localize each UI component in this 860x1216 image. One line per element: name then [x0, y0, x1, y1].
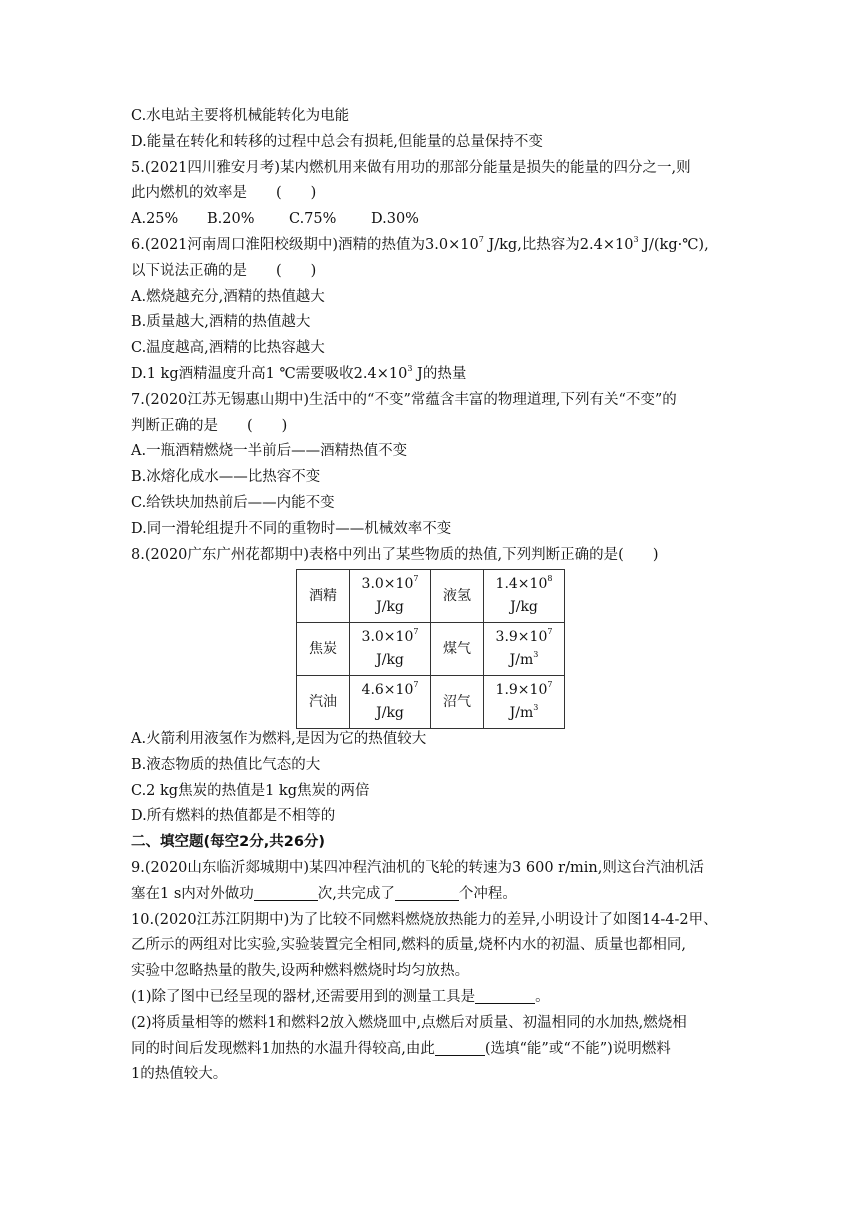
q8-option-d: D.所有燃料的热值都是不相等的	[131, 808, 336, 825]
q7-stem-line1: 7.(2020江苏无锡惠山期中)生活中的“不变”常蕴含丰富的物理道理,下列有关“不变”的	[131, 391, 677, 408]
section-title-fill-blank: 二、填空题(每空2分,共26分)	[131, 834, 326, 851]
q8-option-c: C.2 kg焦炭的热值是1 kg焦炭的两倍	[131, 782, 370, 799]
q6-option-a: A.燃烧越充分,酒精的热值越大	[131, 288, 325, 305]
page-content-lower	[131, 727, 731, 1088]
q6-option-d: D.1 kg酒精温度升高1 ℃需要吸收$2.4\times 10^3$ J的热量	[131, 363, 467, 382]
q9-blank-1[interactable]	[254, 885, 318, 901]
q10-part1: (1)除了图中已经呈现的器材,还需要用到的测量工具是 。	[131, 988, 550, 1005]
q6-option-c: C.温度越高,酒精的比热容越大	[131, 340, 325, 357]
q8-option-a: A.火箭利用液氢作为燃料,是因为它的热值较大	[131, 731, 427, 747]
q10-blank-2[interactable]	[435, 1040, 485, 1056]
q5-option-c: C.75%	[289, 211, 337, 228]
fuel-name-cell: 酒精	[297, 570, 350, 623]
heat-value-cell: $1.9\times 10^7$ $J/m^3$	[484, 676, 565, 729]
q10-stem-line1: 10.(2020江苏江阴期中)为了比较不同燃料燃烧放热能力的差异,小明设计了如图14-4-2甲、	[131, 911, 718, 928]
q7-option-d: D.同一滑轮组提升不同的重物时——机械效率不变	[131, 520, 452, 537]
page-content	[131, 104, 731, 568]
fuel-name-cell: 液氢	[431, 570, 484, 623]
heat-value-cell: $3.0\times 10^7$ J/kg	[350, 570, 431, 623]
q7-stem-line2: 判断正确的是 ( )	[131, 417, 288, 434]
fuel-name-cell: 焦炭	[297, 623, 350, 676]
q9-blank-2[interactable]	[395, 885, 459, 901]
q6-stem-line1: 6.(2021河南周口淮阳校级期中)酒精的热值为$3.0\times 10^7$ J/kg,比热容为$2.4\times 10^3$ J/(kg·℃),	[131, 234, 709, 253]
fuel-name-cell: 沼气	[431, 676, 484, 729]
q8-option-b: B.液态物质的热值比气态的大	[131, 756, 321, 773]
q7-option-a: A.一瓶酒精燃烧一半前后——酒精热值不变	[131, 443, 408, 460]
heat-table-row	[297, 570, 565, 623]
q5-option-d: D.30%	[371, 211, 419, 228]
q5-option-b: B.20%	[207, 211, 255, 228]
q7-option-b: B.冰熔化成水——比热容不变	[131, 469, 321, 486]
q10-blank-1[interactable]	[475, 988, 535, 1004]
q4-option-c: C.水电站主要将机械能转化为电能	[131, 108, 350, 124]
heat-value-cell: $4.6\times 10^7$ J/kg	[350, 676, 431, 729]
q10-stem-line3: 实验中忽略热量的散失,设两种燃料燃烧时均匀放热。	[131, 963, 470, 980]
q5-stem-line2: 此内燃机的效率是 ( )	[131, 185, 317, 202]
heat-table-row	[297, 623, 565, 676]
q6-stem-line2: 以下说法正确的是 ( )	[131, 262, 317, 279]
q5-option-a: A.25%	[131, 211, 179, 228]
q5-stem-line1: 5.(2021四川雅安月考)某内燃机用来做有用功的那部分能量是损失的能量的四分之一,则	[131, 159, 691, 176]
q9-stem-line2: 塞在1 s内对外做功 次,共完成了 个冲程。	[131, 885, 517, 902]
q10-part2-line1: (2)将质量相等的燃料1和燃料2放入燃烧皿中,点燃后对质量、初温相同的水加热,燃烧相	[131, 1014, 687, 1031]
heat-value-table	[296, 569, 565, 729]
q10-part2-line2: 同的时间后发现燃料1加热的水温升得较高,由此 (选填“能”或“不能”)说明燃料	[131, 1040, 671, 1057]
fuel-name-cell: 煤气	[431, 623, 484, 676]
q9-stem-line1: 9.(2020山东临沂郯城期中)某四冲程汽油机的飞轮的转速为3 600 r/min,则这台汽油机活	[131, 859, 704, 876]
heat-value-cell: $1.4\times 10^8$ J/kg	[484, 570, 565, 623]
q10-part2-line3: 1的热值较大。	[131, 1066, 228, 1083]
heat-value-cell: $3.0\times 10^7$ J/kg	[350, 623, 431, 676]
q8-stem: 8.(2020广东广州花都期中)表格中列出了某些物质的热值,下列判断正确的是( )	[131, 546, 659, 563]
q7-option-c: C.给铁块加热前后——内能不变	[131, 494, 335, 511]
q5-options	[131, 207, 731, 233]
q6-option-b: B.质量越大,酒精的热值越大	[131, 314, 311, 331]
heat-value-cell: $3.9\times 10^7$ $J/m^3$	[484, 623, 565, 676]
q4-option-d: D.能量在转化和转移的过程中总会有损耗,但能量的总量保持不变	[131, 133, 543, 150]
heat-table-row	[297, 676, 565, 729]
q10-stem-line2: 乙所示的两组对比实验,实验装置完全相同,燃料的质量,烧杯内水的初温、质量也都相同,	[131, 937, 686, 954]
fuel-name-cell: 汽油	[297, 676, 350, 729]
